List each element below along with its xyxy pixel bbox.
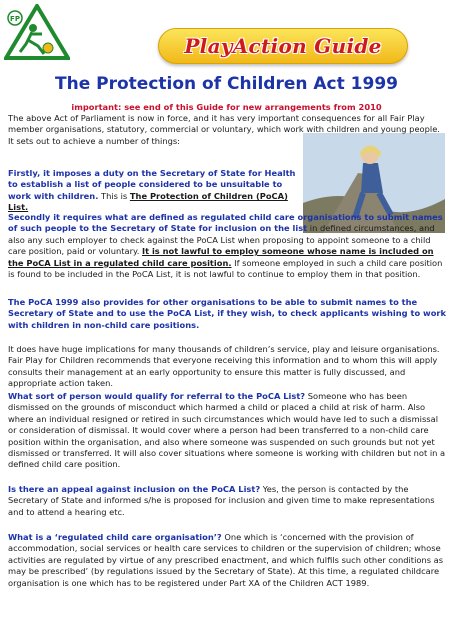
intro-paragraph: The above Act of Parliament is now in force, and it has very important consequences for all Fair Play member organisations, statutory, commercial or voluntary, which work with children and young people. It sets out to achieve a number of things: <box>8 113 440 146</box>
paragraph-appeal <box>8 484 446 518</box>
poca-list-name: The Protection of Children (PoCA) List. <box>8 190 288 213</box>
banner-title: PlayAction Guide <box>184 34 382 58</box>
firstly-normal: This is <box>98 190 130 201</box>
paragraph-implications: It does have huge implications for many thousands of children’s service, play and leisure organisations. Fair Play for Children recommends that everyone receiving this information and to whom this will apply consults their management at an early opportunity to ensure this matter is fully discussed, and appropriate action taken. <box>8 344 440 389</box>
appeal-question: Is there an appeal against inclusion on the PoCA List? <box>8 484 261 494</box>
referral-answer: Someone who has been dismissed on the grounds of misconduct which harmed a child or placed a child at risk of harm. Also where an individual resigned or retired in such circumstances which would have led to such a dismissal or consideration of dismissal. It would cover where a person had been transferred to a non-child care position within the organisation, and also where someone was suspended on such grounds but not yet dismissed or transferred. It will also cover situations where someone is working with children but not in a defined child care position. <box>8 391 446 470</box>
secondly-bold: Secondly it requires what are defined as regulated child care organisations to submit names of such people to the Secretary of State for inclusion on the list <box>8 212 443 234</box>
secondly-normal-end: If someone employed in such a child care position is found to be included in the PoCA List, it is not lawful to continue to employ them in that position. <box>8 257 443 280</box>
important-notice: important: see end of this Guide for new arrangements from 2010 <box>71 102 382 112</box>
referral-question: What sort of person would qualify for referral to the PoCA List? <box>8 391 306 401</box>
svg-text:FP: FP <box>10 15 20 23</box>
secondly-normal: in defined circumstances, and also any such employer to check against the PoCA List when proposing to appoint someone to a child care position, paid or voluntary. <box>8 223 435 257</box>
appeal-answer: Yes, the person is contacted by the Secretary of State and informed s/he is proposed for inclusion and given time to make representations and to attend a hearing etc. <box>8 484 435 517</box>
page-title: The Protection of Children Act 1999 <box>55 74 398 94</box>
secondly-underline: It is not lawful to employ someone whose name is included on the PoCA List in a regulated child care position. <box>8 246 434 268</box>
paragraph-firstly <box>8 168 300 214</box>
paragraph-regulated <box>8 532 446 589</box>
guide-banner <box>158 28 408 64</box>
fair-play-logo <box>4 4 70 60</box>
regulated-answer: One which is ‘concerned with the provision of accommodation, social services or health care services to children or the supervision of children; whose activities are regulated by virtue of any prescribed enactment, and which fulfils such other conditions as may be prescribed’ (by regulations issued by the Secretary of State). At this time, a regulated childcare organisation is one which has to be registered under Part XA of the Children ACT 1989. <box>8 532 444 588</box>
paragraph-referral <box>8 391 446 471</box>
paragraph-other-organisations: The PoCA 1999 also provides for other organisations to be able to submit names to the Secretary of State and to use the PoCA List, if they wish, to check applicants wishing to work with children in non-child care positions. <box>8 297 447 330</box>
paragraph-secondly <box>8 212 446 280</box>
regulated-question: What is a ‘regulated child care organisation’? <box>8 532 222 542</box>
firstly-bold: Firstly, it imposes a duty on the Secretary of State for Health to establish a list of people considered to be unsuitable to work with children. <box>8 168 296 201</box>
